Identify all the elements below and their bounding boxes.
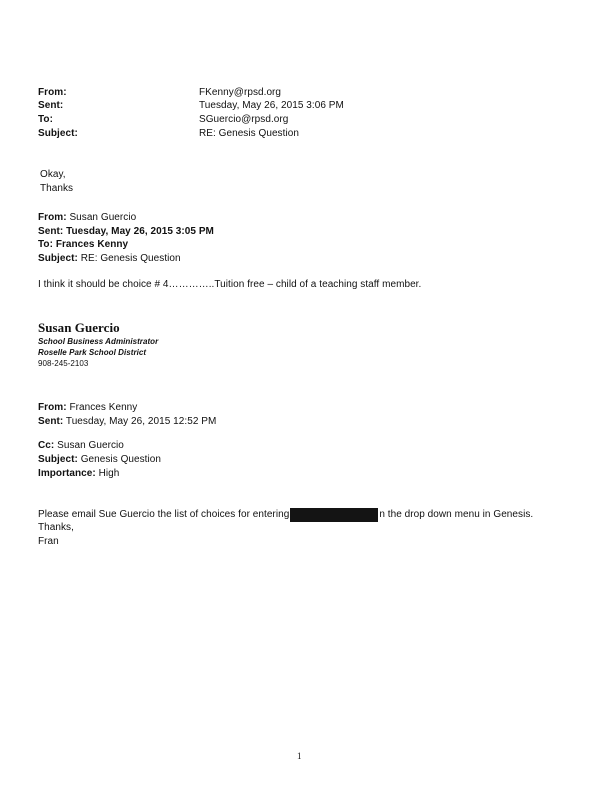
message3-from-label: From: bbox=[38, 402, 67, 413]
message2-to-value: Frances Kenny bbox=[55, 239, 129, 250]
message3-sent-label: Sent: bbox=[38, 416, 64, 427]
message3-cc-label: Cc: bbox=[38, 440, 55, 451]
message3-importance-label: Importance: bbox=[38, 468, 96, 479]
message3-importance-value: High bbox=[98, 468, 120, 479]
message2-sent bbox=[38, 226, 214, 238]
message2-from-label: From: bbox=[38, 212, 67, 223]
reply-line-2: Thanks bbox=[40, 183, 74, 194]
message2-to-label: To: bbox=[38, 239, 53, 250]
message3-subject-label: Subject: bbox=[38, 454, 78, 465]
message2-sent-value: Tuesday, May 26, 2015 3:05 PM bbox=[66, 226, 214, 237]
message3-body-before: Please email Sue Guercio the list of choices for entering bbox=[38, 509, 290, 520]
message3-cc-value: Susan Guercio bbox=[57, 440, 124, 451]
message3-signoff: Fran bbox=[38, 536, 59, 547]
message2-subject-label: Subject: bbox=[38, 253, 78, 264]
message3-body bbox=[38, 508, 533, 522]
message2-from-value: Susan Guercio bbox=[69, 212, 137, 223]
signature-title: School Business Administrator bbox=[38, 337, 159, 346]
message3-cc bbox=[38, 440, 124, 452]
message2-subject bbox=[38, 253, 181, 265]
header-subject-label: Subject: bbox=[38, 128, 78, 139]
message2-to bbox=[38, 239, 128, 251]
message3-body-after: n the drop down menu in Genesis. bbox=[379, 509, 534, 520]
message3-importance bbox=[38, 468, 119, 480]
header-subject-value: RE: Genesis Question bbox=[199, 128, 299, 139]
message3-subject bbox=[38, 454, 161, 466]
redaction-block bbox=[290, 508, 378, 522]
header-sent-value: Tuesday, May 26, 2015 3:06 PM bbox=[199, 100, 344, 111]
header-sent-label: Sent: bbox=[38, 100, 64, 111]
header-from-label: From: bbox=[38, 87, 67, 98]
signature-name: Susan Guercio bbox=[38, 320, 120, 335]
message3-sent-value: Tuesday, May 26, 2015 12:52 PM bbox=[65, 416, 217, 427]
header-to-label: To: bbox=[38, 114, 53, 125]
message3-sent bbox=[38, 416, 216, 428]
signature-phone: 908-245-2103 bbox=[38, 359, 89, 368]
header-from-value: FKenny@rpsd.org bbox=[199, 87, 282, 98]
message3-subject-value: Genesis Question bbox=[80, 454, 161, 465]
message2-body: I think it should be choice # 4…………..Tuition free – child of a teaching staff member. bbox=[38, 279, 422, 290]
message3-from-value: Frances Kenny bbox=[69, 402, 138, 413]
header-to-value: SGuercio@rpsd.org bbox=[199, 114, 289, 125]
page-number: 1 bbox=[297, 751, 302, 761]
reply-line-1: Okay, bbox=[40, 169, 66, 180]
message3-from bbox=[38, 402, 137, 414]
signature-organization: Roselle Park School District bbox=[38, 348, 147, 357]
message2-sent-label: Sent: bbox=[38, 226, 64, 237]
message2-subject-value: RE: Genesis Question bbox=[80, 253, 181, 264]
message2-from bbox=[38, 212, 136, 224]
message3-thanks: Thanks, bbox=[38, 522, 74, 533]
